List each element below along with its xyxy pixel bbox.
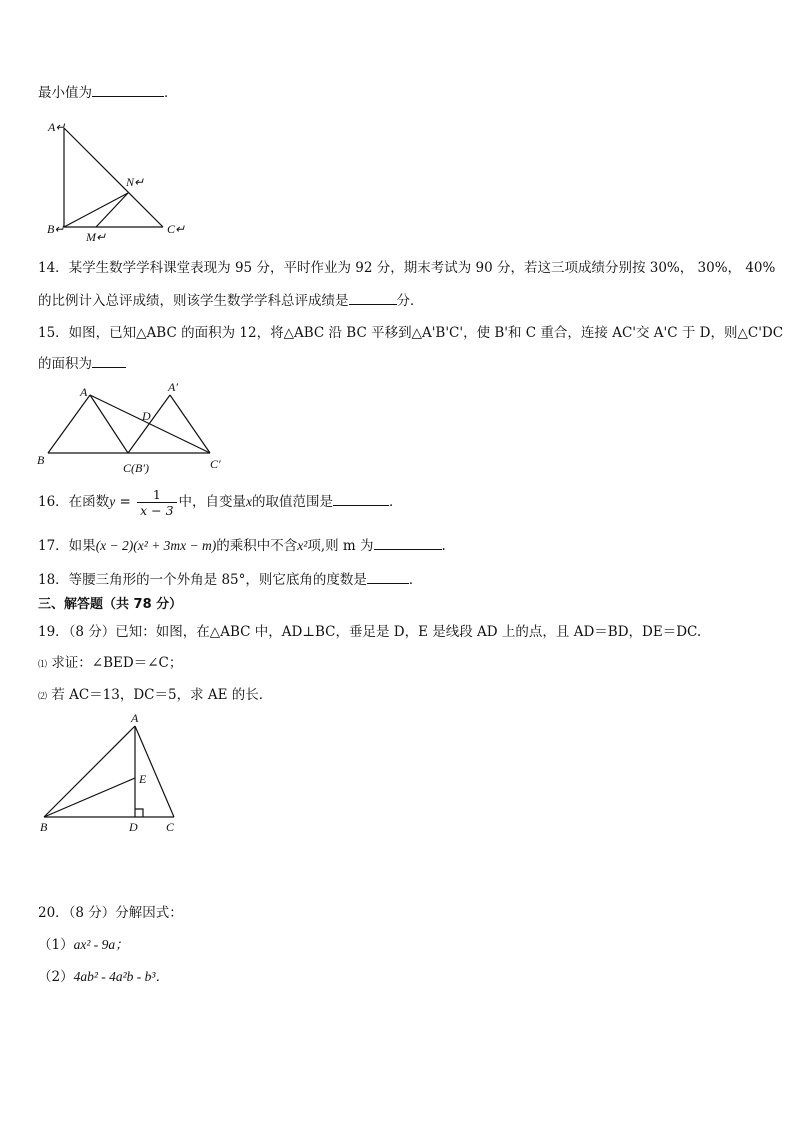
q15-label-B: B <box>37 453 45 467</box>
section-3-title: 三、解答题（共 78 分） <box>38 597 183 612</box>
q13-text: 最小值为 <box>38 85 92 101</box>
q16-answer-blank[interactable] <box>333 492 389 506</box>
q13-label-N: N↵ <box>126 175 145 189</box>
q13-segment-BN <box>64 193 128 227</box>
q13-label-A: A↵ <box>48 120 66 134</box>
q19-intro: 19．（8 分）已知：如图，在△ABC 中，AD⊥BC，垂足是 D，E 是线段 AD 上的点，且 AD＝BD，DE＝DC. <box>38 624 702 640</box>
q18-answer-blank[interactable] <box>367 570 409 584</box>
q13-line: 最小值为 ． <box>38 85 178 101</box>
q15-segment-AC <box>90 395 128 453</box>
q19-part1: ⑴ 求证：∠BED＝∠C； <box>38 655 183 671</box>
q13-segment-MN <box>96 193 128 227</box>
q19-segment-BE <box>44 778 135 817</box>
q15-label-D: D <box>142 409 151 423</box>
q14-answer-blank[interactable] <box>349 291 397 305</box>
q15-line1: 15．如图，已知△ABC 的面积为 12，将△ABC 沿 BC 平移到△A'B'C'，使 B'和 C 重合，连接 AC'交 A'C 于 D，则△C'DC <box>38 325 784 341</box>
q18-line: 18．等腰三角形的一个外角是 85°，则它底角的度数是 ． <box>38 572 423 588</box>
q19-segment-AC <box>135 726 174 817</box>
q13-label-M: M↵ <box>86 230 107 244</box>
q15-label-A: A <box>80 385 88 399</box>
q19-label-D: D <box>129 820 138 834</box>
q17-answer-blank[interactable] <box>374 536 442 550</box>
q19-label-A: A <box>131 711 139 725</box>
q20-part2: （2）4ab² - 4a²b - b³． <box>38 969 169 985</box>
q15-segment-A2C <box>128 395 170 453</box>
q20-part1: （1）ax² - 9a； <box>38 937 129 953</box>
q15-segment-AC2 <box>90 395 210 453</box>
q13-label-B: B↵ <box>47 222 65 236</box>
q19-label-B: B <box>40 820 48 834</box>
q19-label-C: C <box>166 820 175 834</box>
q14-line1: 14．某学生数学学科课堂表现为 95 分，平时作业为 92 分，期末考试为 90 分，若这三项成绩分别按 30%， 30%， 40% <box>38 260 776 276</box>
q19-part2: ⑵ 若 AC＝13，DC＝5，求 AE 的长． <box>38 687 273 703</box>
q15-segment-AB <box>48 395 90 453</box>
q15-label-C-Bprime: C(B′) <box>123 461 149 475</box>
q13-answer-blank[interactable] <box>92 83 164 97</box>
q15-line2: 的面积为 <box>38 354 126 373</box>
q19-label-E: E <box>139 772 147 786</box>
q16-fraction: $\frac{1}{x - 3}$ <box>137 487 176 518</box>
q15-label-C-prime: C′ <box>210 457 221 471</box>
q13-label-C: C↵ <box>167 222 186 236</box>
q15-label-A-prime: A′ <box>168 380 178 394</box>
q16-line: 16．在函数y = $\frac{1}{x - 3}$ 中，自变量x的取值范围是 ． <box>38 487 403 518</box>
q19-right-angle-mark <box>135 809 143 817</box>
q19-segment-AB <box>44 726 135 817</box>
q15-answer-blank[interactable] <box>92 354 126 368</box>
q15-segment-A2C2 <box>170 395 210 453</box>
q20-intro: 20．（8 分）分解因式： <box>38 905 183 921</box>
q17-line: 17．如果(x − 2)(x² + 3mx − m)的乘积中不含x²项,则 m 为 . <box>38 538 446 554</box>
q14-line2: 的比例计入总评成绩，则该学生数学学科总评成绩是 分． <box>38 293 424 309</box>
q13-segment-AC <box>64 128 163 227</box>
